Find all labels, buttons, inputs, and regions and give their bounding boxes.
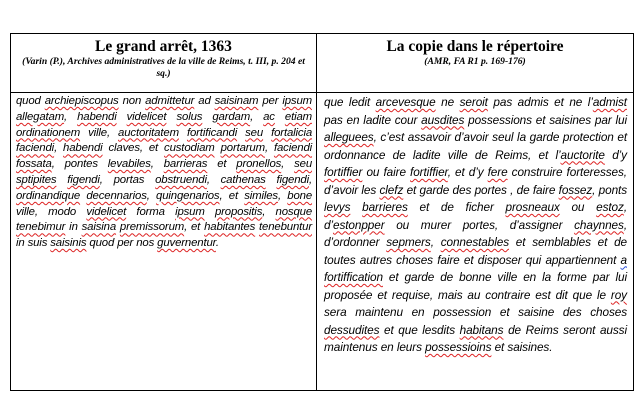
flagged-word: videlicet — [86, 205, 127, 218]
text-run: et de ficher — [407, 200, 506, 214]
text-run: de Reims seront aussi maintenus en — [324, 322, 627, 354]
flagged-word: admist — [592, 95, 627, 109]
text-run: , — [250, 110, 264, 123]
flagged-word: cathenas — [220, 173, 266, 186]
text-run: de toutes autres choses faire et disposer qui — [324, 235, 627, 267]
text-run: ou murer portes, d’assigner — [384, 217, 575, 232]
text-run: garde des portes , de faire — [419, 182, 559, 197]
text-run — [202, 111, 212, 123]
flagged-word: obstruendi — [155, 173, 207, 186]
text-run — [237, 127, 245, 139]
flagged-word: sptipites — [16, 173, 57, 186]
left-header-cell — [11, 34, 317, 93]
flagged-word: ac — [263, 110, 275, 123]
text-run — [56, 174, 67, 186]
flagged-word: seroit — [459, 95, 488, 109]
text-run: , — [64, 110, 78, 123]
flagged-word: dessudites — [324, 322, 380, 337]
text-run: d’y — [604, 147, 627, 162]
flagged-word: fossez — [558, 182, 593, 197]
flagged-word: levys — [324, 200, 351, 214]
flagged-word: sepmers — [386, 235, 431, 249]
text-run: et garde de bonne ville — [382, 270, 524, 284]
flagged-word: saisinis — [50, 237, 87, 250]
flagged-word: habitans — [459, 322, 504, 337]
flagged-word: faciendi — [273, 142, 313, 155]
text-run: , ponts — [592, 182, 628, 197]
text-run: , — [623, 217, 627, 232]
text-run: , — [54, 142, 64, 155]
text-run: , — [206, 173, 221, 186]
flagged-word: levabiles — [107, 158, 151, 171]
flagged-word: prosneaux — [505, 200, 560, 214]
flagged-word: figendi — [67, 173, 100, 186]
right-body-cell — [317, 93, 633, 390]
flagged-word: ipsum — [175, 205, 205, 218]
text-run: , — [281, 158, 295, 171]
text-run: et saisines. — [491, 340, 553, 354]
text-run — [275, 111, 285, 123]
text-run: , pontes — [51, 158, 108, 171]
text-run: la garde protection et ordonnance de ladite ville de — [324, 130, 627, 162]
comparison-table — [10, 33, 634, 391]
right-header-cell — [317, 34, 633, 93]
flagged-word: videlicet — [126, 110, 167, 123]
flagged-word: gardam — [212, 110, 251, 123]
flagged-word: habitantes — [204, 221, 256, 234]
flagged-word: saisina — [81, 221, 117, 234]
text-run: , et — [219, 189, 245, 202]
flagged-word: bone — [287, 189, 313, 202]
flagged-word: connestables — [440, 235, 510, 249]
flagged-word: faciendi — [16, 142, 55, 155]
flagged-word: custodiam — [164, 142, 215, 155]
flagged-word: saisinam — [214, 95, 259, 107]
flagged-word: similes — [244, 189, 278, 202]
text-run: et semblables et — [509, 235, 615, 249]
flagged-word: ordinationem — [16, 126, 81, 139]
flagged-word: fortiffication — [324, 270, 383, 284]
flagged-word: possessioins — [425, 340, 492, 354]
text-run: et — [403, 182, 420, 197]
text-run: construire forteresses, d’avoir les — [324, 165, 627, 197]
flagged-word: arcevesque — [375, 95, 436, 109]
flagged-word: pronellos — [236, 158, 282, 171]
text-run — [266, 174, 277, 186]
flagged-word: auctorite — [560, 147, 605, 162]
text-run: in — [65, 221, 82, 234]
flagged-word: admittetur — [145, 95, 195, 107]
text-run: d’ordonner — [324, 235, 387, 249]
flagged-word: fortiffier — [410, 165, 448, 179]
text-run: quod — [16, 95, 45, 107]
latin-text — [16, 94, 312, 252]
text-run: contraire est dit que le — [485, 287, 611, 302]
text-run: modo — [48, 205, 87, 218]
text-run: . — [215, 237, 219, 250]
flagged-word: chaynnes — [574, 217, 624, 232]
flagged-word: estoz — [596, 200, 624, 214]
text-run: Reims, et l’ — [495, 147, 561, 162]
text-run — [179, 127, 187, 139]
text-run: ad — [194, 95, 215, 107]
text-run: et — [207, 158, 237, 171]
text-run: pas admis et ne — [487, 95, 588, 109]
flagged-word: etiam — [284, 110, 312, 123]
flagged-word: alleguees — [324, 130, 374, 144]
text-run: , — [623, 200, 627, 214]
text-run: lesdits — [422, 322, 460, 337]
flagged-word: tenebimur — [16, 221, 66, 234]
text-run: , — [264, 142, 274, 155]
flagged-word: barrieras — [163, 158, 208, 171]
text-run: ville, — [80, 126, 119, 139]
text-run: , — [309, 173, 313, 186]
flagged-word: ordinandique — [16, 189, 81, 202]
flagged-word: a — [620, 252, 627, 267]
text-run: et que — [379, 322, 423, 337]
flagged-word: nosque — [275, 205, 313, 218]
text-run: l’ — [587, 95, 593, 109]
text-run — [263, 127, 271, 139]
text-run: ne — [435, 95, 460, 109]
text-run: , — [146, 189, 157, 202]
text-run: d’ — [324, 217, 333, 232]
text-run: ou faire — [362, 165, 411, 179]
text-run: , — [277, 189, 288, 202]
text-run: non — [118, 95, 146, 107]
text-run — [350, 200, 362, 214]
text-run — [166, 111, 176, 123]
left-column-source: (Varin (P.), Archives administratives de la ville de Reims, t. III, p. 204 et sq.) — [22, 56, 305, 79]
text-run: , portas — [99, 173, 156, 186]
text-run: quod per nos — [86, 237, 158, 250]
text-run: , et — [184, 221, 205, 234]
text-run — [205, 206, 215, 218]
text-run: , — [150, 158, 164, 171]
flagged-word: seu — [294, 158, 313, 171]
flagged-word: guvernentur — [157, 237, 216, 250]
text-run: , — [447, 165, 455, 179]
text-run: , — [262, 205, 276, 218]
flagged-word: quingenarios — [156, 189, 220, 202]
text-run: , — [430, 235, 441, 249]
flagged-word: tenebuntur — [259, 221, 312, 234]
french-text — [324, 94, 627, 357]
right-column-source: (AMR, FA R1 p. 169-176) — [424, 56, 526, 67]
flagged-word: auctoritatem — [118, 126, 179, 139]
flagged-word: figendi — [276, 173, 309, 186]
text-run: possession et saisine des choses — [433, 305, 628, 319]
flagged-word: roy — [610, 287, 627, 302]
flagged-word: estonpper — [332, 217, 385, 232]
text-run: appartiennent — [545, 252, 621, 267]
flagged-word: ausdites — [421, 112, 465, 127]
flagged-word: decennarios — [86, 189, 147, 202]
text-run: sera maintenu en — [324, 305, 434, 319]
text-run: et d’y — [455, 165, 488, 179]
text-run: forma — [126, 205, 176, 218]
text-run: ou — [559, 200, 597, 214]
text-run: en la forme par lui proposée et requise, mais au — [324, 270, 627, 302]
text-run: que ledit — [324, 95, 376, 109]
flagged-word: fere — [487, 165, 508, 179]
flagged-word: allegatam — [16, 110, 65, 123]
flagged-word: archiepiscopus — [44, 95, 119, 107]
left-column-title: Le grand arrêt, 1363 — [95, 38, 232, 55]
flagged-word: barrieres — [362, 200, 408, 214]
text-run: ville, — [16, 205, 49, 218]
flagged-word: propositis — [214, 205, 263, 218]
flagged-word: fortiffier — [324, 165, 363, 179]
flagged-word: fortificandi — [186, 126, 238, 139]
text-run — [117, 111, 127, 123]
text-run: , c’est assavoir d’avoir seul — [373, 130, 518, 144]
flagged-word: ipsum — [282, 95, 312, 107]
flagged-word: portarum — [220, 142, 265, 155]
flagged-word: habendi — [77, 110, 117, 123]
left-body-cell — [11, 93, 317, 390]
text-run: saisines par lui — [549, 112, 627, 127]
flagged-word: clefz — [379, 182, 404, 197]
text-run: possessions et — [464, 112, 550, 127]
flagged-word: fortalicia — [271, 126, 313, 139]
text-run: per — [258, 95, 283, 107]
text-run: in suis — [16, 237, 51, 250]
flagged-word: solus — [176, 110, 203, 123]
flagged-word: premissorum — [119, 221, 185, 234]
text-run: claves, et — [102, 142, 165, 155]
flagged-word: habendi — [63, 142, 103, 155]
text-run: pas en ladite cour — [324, 112, 422, 127]
text-run: leurs — [396, 340, 426, 354]
flagged-word: seu — [245, 126, 264, 139]
flagged-word: fossata — [16, 158, 52, 171]
right-column-title: La copie dans le répertoire — [386, 38, 564, 55]
